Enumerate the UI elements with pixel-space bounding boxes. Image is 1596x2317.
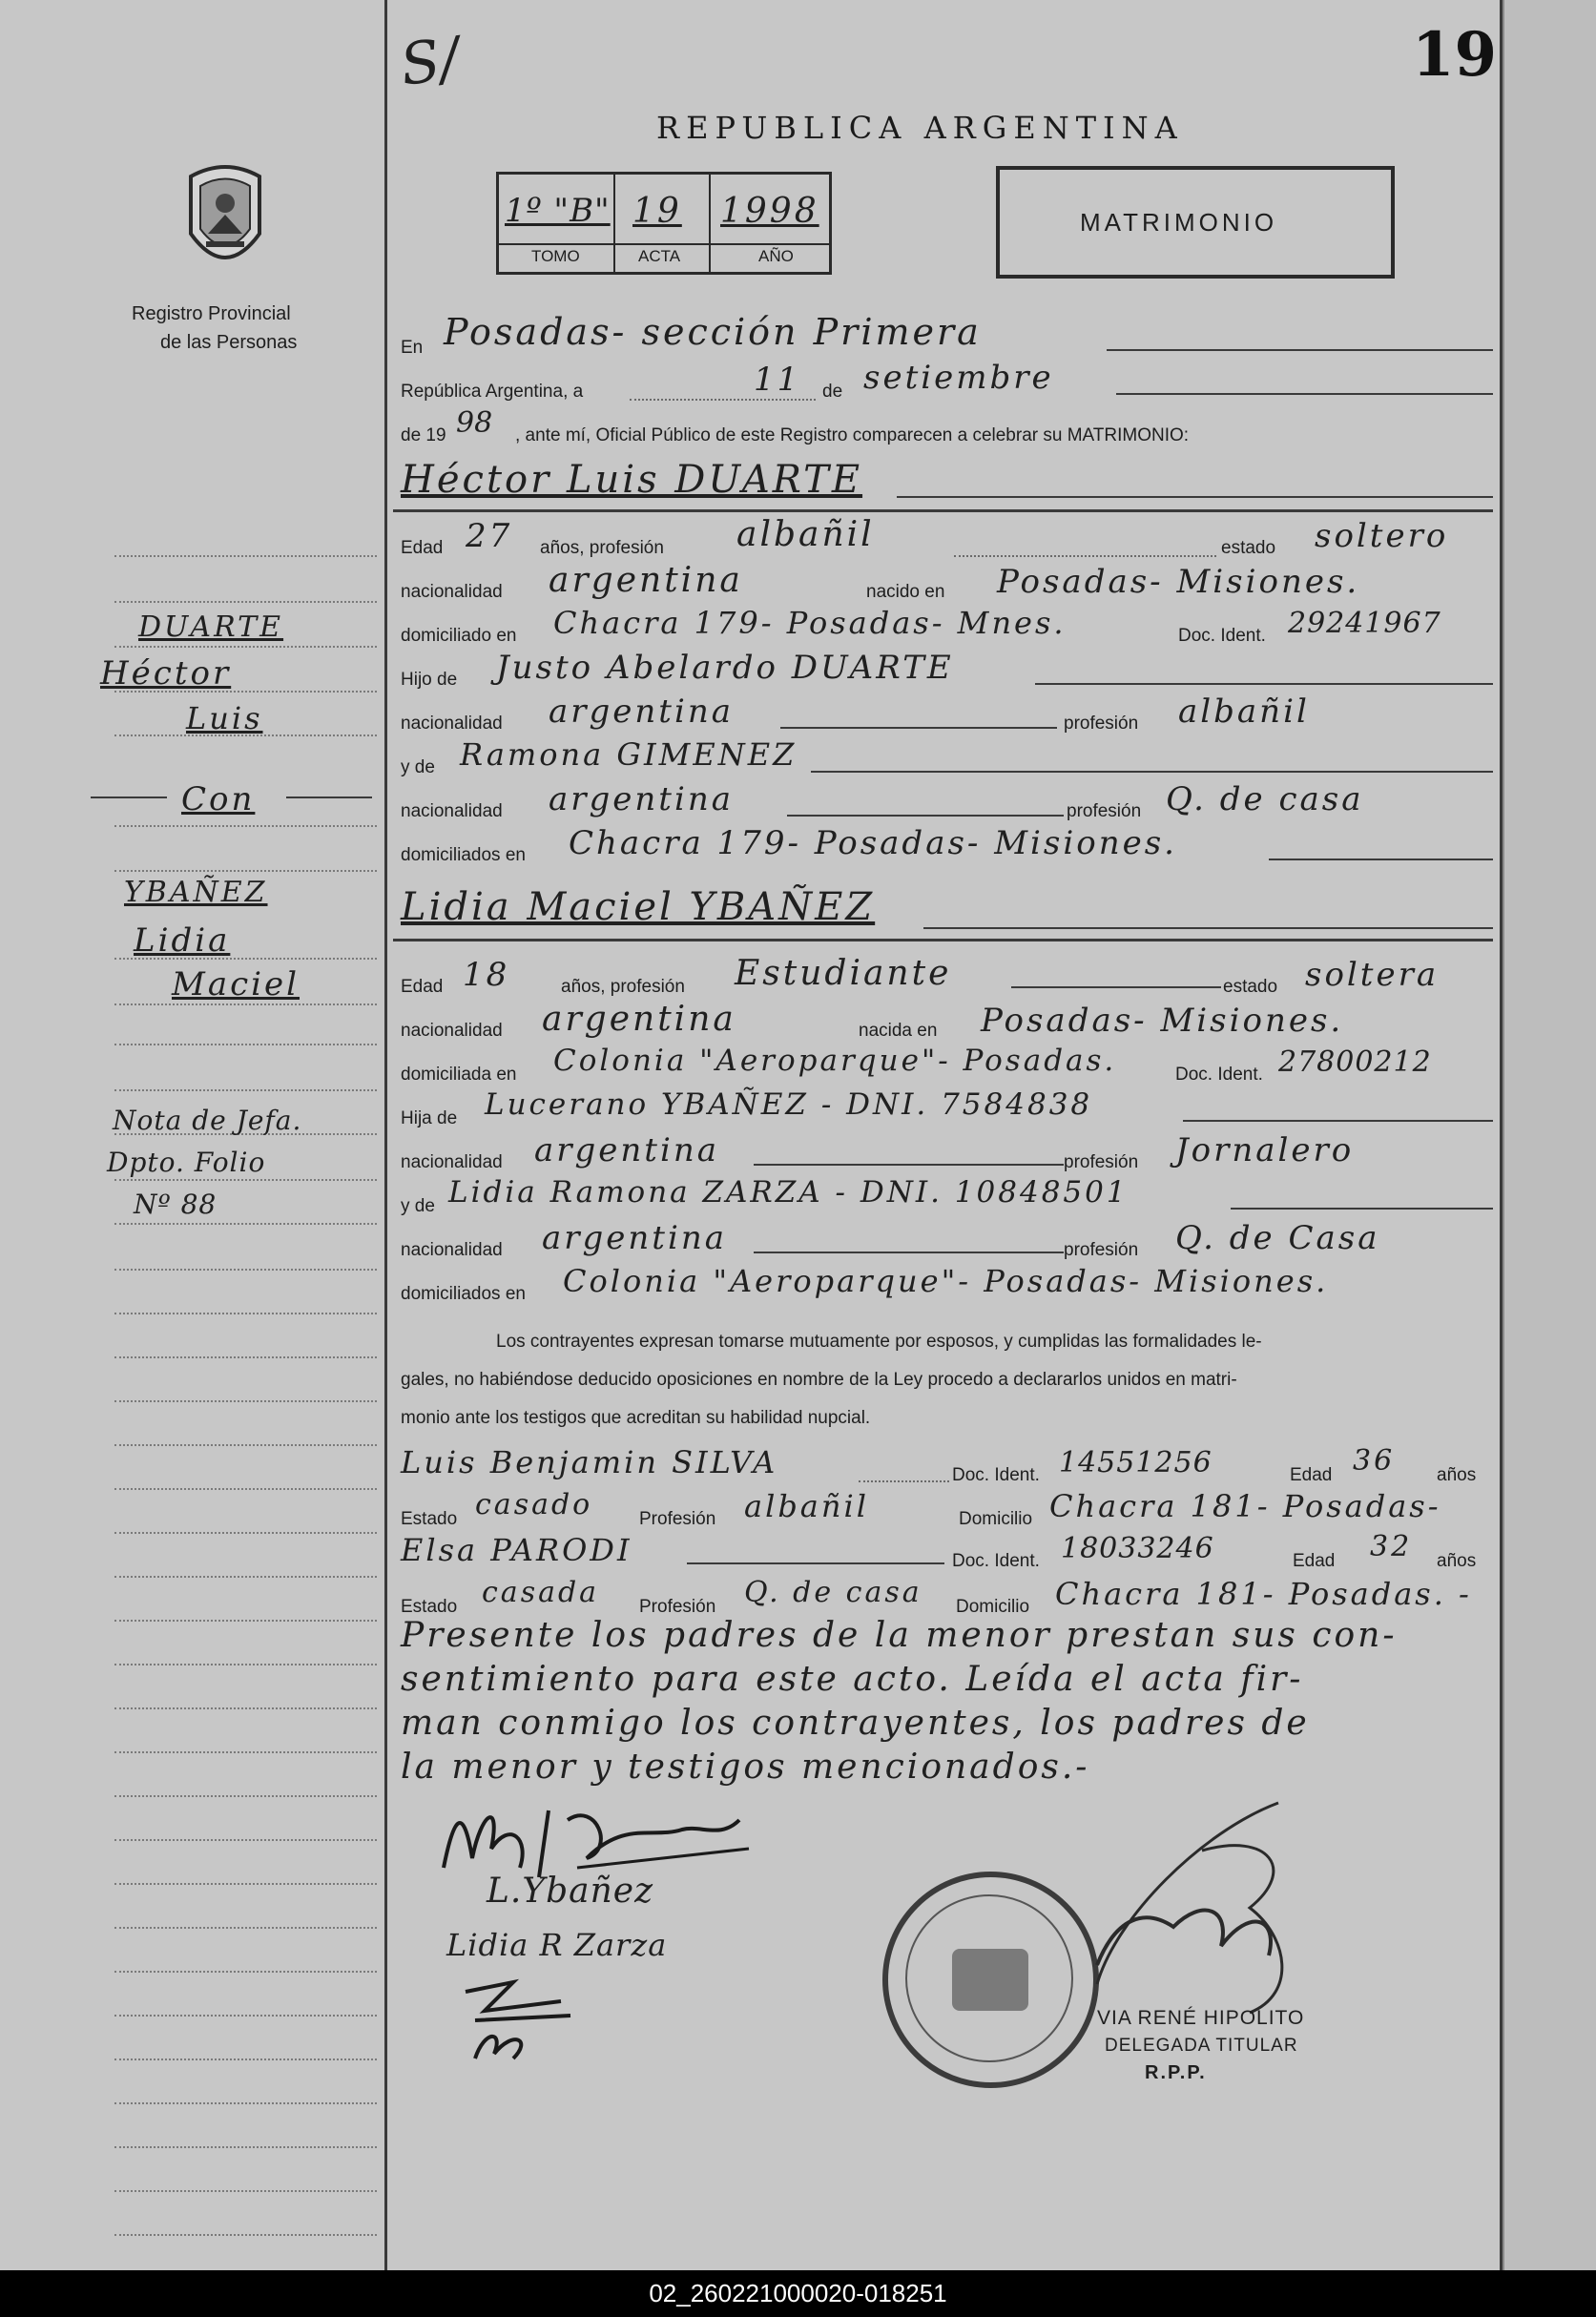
margin-groom-second: Luis — [186, 700, 263, 736]
margin-bride-first: Lidia — [134, 921, 231, 960]
witness-1-edad-label: Edad — [1290, 1465, 1333, 1485]
margin-bride-surname: YBAÑEZ — [124, 876, 268, 909]
official-title: DELEGADA TITULAR — [1105, 2036, 1298, 2056]
closing-line-1: Presente los padres de la menor prestan sus con- — [401, 1616, 1398, 1655]
witness-1-state: casado — [475, 1488, 593, 1521]
groom-father-prof-label: profesión — [1064, 714, 1139, 734]
bride-parents-dom-label: domiciliados en — [401, 1284, 526, 1304]
witness-2-state: casada — [482, 1576, 600, 1609]
bride-address: Colonia "Aeroparque"- Posadas. — [553, 1044, 1117, 1078]
margin-groom-surname: DUARTE — [138, 610, 284, 644]
closing-line-2: sentimiento para este acto. Leída el acta fir- — [401, 1660, 1304, 1699]
groom-profession: albañil — [736, 515, 875, 554]
bride-yde-label: y de — [401, 1196, 435, 1216]
acta-label: ACTA — [638, 247, 681, 265]
groom-parents-dom-label: domiciliados en — [401, 845, 526, 865]
witness-1-profesion-label: Profesión — [639, 1509, 716, 1529]
witness-2-estado-label: Estado — [401, 1597, 458, 1617]
act-type-label: MATRIMONIO — [1080, 208, 1278, 237]
bride-civil-state: soltera — [1305, 956, 1440, 994]
witness-2-age: 32 — [1370, 1530, 1413, 1563]
witness-1-doc: 14551256 — [1059, 1446, 1213, 1479]
bride-hija-label: Hija de — [401, 1108, 458, 1128]
groom-hijo-label: Hijo de — [401, 670, 458, 690]
place-value: Posadas- sección Primera — [444, 311, 982, 353]
margin-note-line-1: Nota de Jefa. — [113, 1105, 302, 1136]
page-edge — [1503, 0, 1596, 2270]
margin-divider — [384, 0, 387, 2270]
witness-signatures-icon — [456, 1963, 599, 2068]
tomo-value: 1º "B" — [505, 192, 611, 230]
bride-father-profession: Jornalero — [1175, 1131, 1355, 1169]
bride-profession: Estudiante — [735, 954, 952, 993]
groom-nacido-label: nacido en — [866, 582, 945, 602]
witness-1-profession: albañil — [744, 1488, 869, 1524]
groom-age: 27 — [466, 517, 513, 555]
registry-line-1: Registro Provincial — [132, 303, 291, 324]
de-label: de — [822, 382, 843, 402]
bride-mother-prof-label: profesión — [1064, 1240, 1139, 1260]
witness-2-doc: 18033246 — [1061, 1532, 1214, 1565]
groom-address: Chacra 179- Posadas- Mnes. — [553, 605, 1067, 641]
bride-edad-label: Edad — [401, 977, 444, 997]
left-margin-column — [0, 0, 386, 2270]
bride-father-nationality: argentina — [534, 1131, 720, 1169]
bride-nacionalidad-label: nacionalidad — [401, 1021, 503, 1041]
groom-father-nationality: argentina — [549, 693, 735, 731]
bride-domiciliada-label: domiciliada en — [401, 1065, 517, 1085]
act-type-box — [996, 166, 1395, 279]
witness-2-address: Chacra 181- Posadas. - — [1055, 1576, 1472, 1612]
groom-anos-profesion-label: años, profesión — [540, 538, 664, 558]
bride-birthplace: Posadas- Misiones. — [981, 1002, 1344, 1040]
page-number: 19 — [1412, 19, 1498, 91]
witness-1-doc-label: Doc. Ident. — [952, 1465, 1040, 1485]
groom-nacionalidad-label: nacionalidad — [401, 582, 503, 602]
margin-groom-first: Héctor — [100, 654, 232, 693]
official-office: R.P.P. — [1145, 2062, 1207, 2083]
declaration-line-3: monio ante los testigos que acreditan su habilidad nupcial. — [401, 1408, 871, 1428]
groom-mother-name: Ramona GIMENEZ — [460, 736, 798, 773]
witness-1-anos-label: años — [1437, 1465, 1477, 1485]
groom-mother-profession: Q. de casa — [1166, 780, 1364, 818]
day-value: 11 — [754, 361, 801, 399]
witness-2-anos-label: años — [1437, 1551, 1477, 1571]
groom-father-nat-label: nacionalidad — [401, 714, 503, 734]
groom-civil-state: soltero — [1315, 517, 1449, 555]
bride-doc: 27800212 — [1278, 1045, 1432, 1079]
bride-mother-profession: Q. de Casa — [1175, 1219, 1380, 1257]
registry-line-2: de las Personas — [160, 332, 298, 353]
groom-father-profession: albañil — [1178, 693, 1310, 731]
closing-line-3: man conmigo los contrayentes, los padres de — [401, 1704, 1310, 1743]
tomo-label: TOMO — [531, 247, 580, 265]
initial-mark: S/ — [396, 25, 464, 99]
groom-mother-nationality: argentina — [549, 780, 735, 818]
witness-1-address: Chacra 181- Posadas- — [1049, 1488, 1441, 1524]
witness-1-estado-label: Estado — [401, 1509, 458, 1529]
country-title: REPUBLICA ARGENTINA — [656, 110, 1184, 146]
margin-note-line-3: Nº 88 — [134, 1189, 218, 1220]
bride-father-prof-label: profesión — [1064, 1152, 1139, 1172]
witness-2-doc-label: Doc. Ident. — [952, 1551, 1040, 1571]
groom-mother-prof-label: profesión — [1067, 801, 1142, 821]
closing-line-4: la menor y testigos mencionados.- — [401, 1748, 1090, 1787]
bride-nacida-label: nacida en — [859, 1021, 938, 1041]
province-seal-icon — [181, 157, 269, 281]
bride-doc-label: Doc. Ident. — [1175, 1065, 1263, 1085]
margin-connector: Con — [181, 780, 256, 818]
official-name: VIA RENÉ HIPOLITO — [1097, 2007, 1305, 2029]
witness-1-age: 36 — [1353, 1444, 1396, 1478]
bride-father-name: Lucerano YBAÑEZ - DNI. 7584838 — [485, 1087, 1093, 1122]
witness-1-name: Luis Benjamin SILVA — [401, 1444, 778, 1480]
margin-bride-second: Maciel — [172, 965, 300, 1003]
groom-mother-nat-label: nacionalidad — [401, 801, 503, 821]
year-prefix: de 19 — [401, 425, 446, 445]
republica-label: República Argentina, a — [401, 382, 584, 402]
bride-nationality: argentina — [542, 1000, 736, 1039]
bride-age: 18 — [463, 956, 510, 994]
bride-mother-nationality: argentina — [542, 1219, 728, 1257]
witness-2-profession: Q. de casa — [744, 1576, 922, 1609]
witness-2-name: Elsa PARODI — [401, 1532, 632, 1568]
witness-2-edad-label: Edad — [1293, 1551, 1336, 1571]
groom-yde-label: y de — [401, 757, 435, 777]
groom-edad-label: Edad — [401, 538, 444, 558]
bride-parents-address: Colonia "Aeroparque"- Posadas- Misiones. — [563, 1263, 1329, 1299]
bride-full-name: Lidia Maciel YBAÑEZ — [401, 885, 876, 929]
groom-nationality: argentina — [549, 561, 743, 600]
declaration-line-1: Los contrayentes expresan tomarse mutuamente por esposos, y cumplidas las formalidades le- — [496, 1332, 1262, 1352]
bride-father-nat-label: nacionalidad — [401, 1152, 503, 1172]
groom-doc-label: Doc. Ident. — [1178, 626, 1266, 646]
ano-label: AÑO — [758, 247, 794, 265]
month-value: setiembre — [863, 359, 1054, 397]
bride-mother-name: Lidia Ramona ZARZA - DNI. 10848501 — [448, 1175, 1129, 1210]
acta-value: 19 — [632, 192, 682, 231]
scan-footer-id: 02_260221000020-018251 — [0, 2270, 1596, 2317]
bride-anos-profesion-label: años, profesión — [561, 977, 685, 997]
groom-full-name: Héctor Luis DUARTE — [401, 458, 863, 502]
appear-text: , ante mí, Oficial Público de este Registro comparecen a celebrar su MATRIMONIO: — [515, 425, 1190, 445]
bride-estado-label: estado — [1223, 977, 1278, 997]
bride-mother-nat-label: nacionalidad — [401, 1240, 503, 1260]
witness-1-domicilio-label: Domicilio — [959, 1509, 1033, 1529]
groom-birthplace: Posadas- Misiones. — [997, 563, 1360, 601]
witness-2-profesion-label: Profesión — [639, 1597, 716, 1617]
margin-note-line-2: Dpto. Folio — [107, 1147, 266, 1178]
groom-doc: 29241967 — [1288, 607, 1441, 640]
groom-parents-address: Chacra 179- Posadas- Misiones. — [569, 824, 1177, 862]
groom-domiciliado-label: domiciliado en — [401, 626, 517, 646]
record-box — [496, 172, 832, 275]
bride-signature: L.Ybañez — [487, 1872, 654, 1911]
year-suffix: 98 — [456, 406, 493, 440]
en-label: En — [401, 338, 424, 358]
groom-estado-label: estado — [1221, 538, 1276, 558]
witness-2-domicilio-label: Domicilio — [956, 1597, 1030, 1617]
ano-value: 1998 — [720, 192, 819, 231]
declaration-line-2: gales, no habiéndose deducido oposiciones en nombre de la Ley procedo a declararlos unidos en matri- — [401, 1370, 1237, 1390]
official-signature-icon — [1059, 1793, 1307, 2041]
bride-mother-signature: Lidia R Zarza — [446, 1927, 668, 1963]
groom-father-name: Justo Abelardo DUARTE — [496, 649, 954, 687]
